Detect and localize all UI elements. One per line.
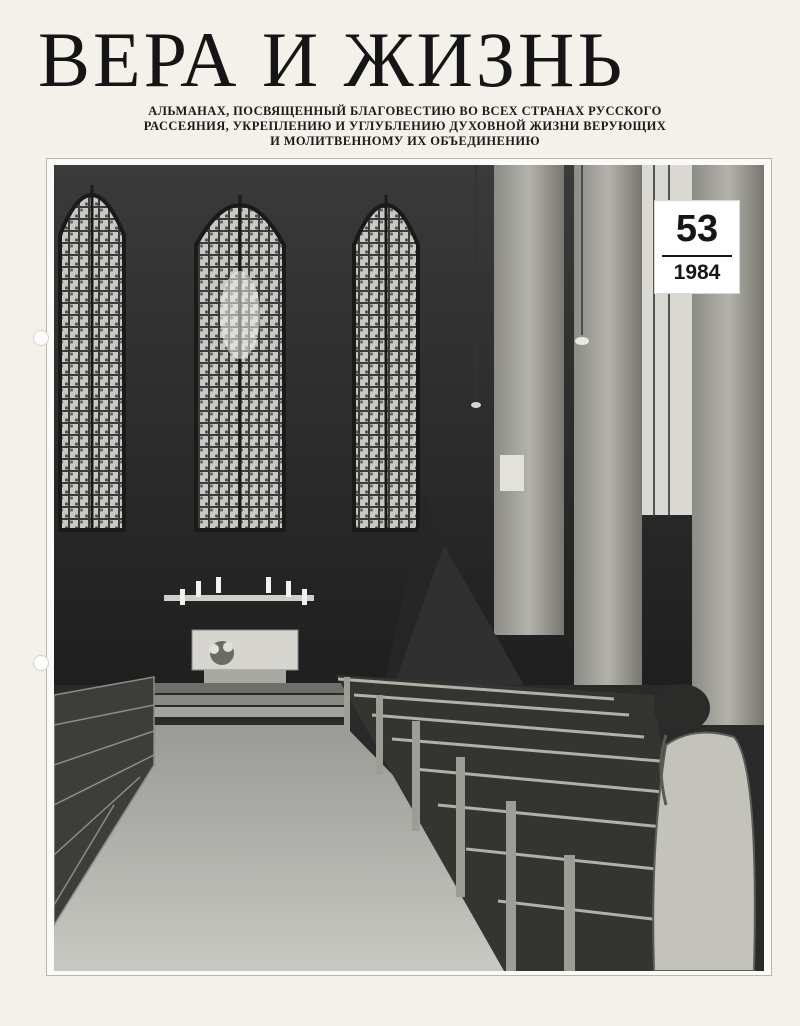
issue-year: 1984	[673, 261, 721, 284]
punch-hole	[33, 655, 49, 671]
subtitle-line: РАССЕЯНИЯ, УКРЕПЛЕНИЮ И УГЛУБЛЕНИЮ ДУХОВНОЙ ЖИЗНИ ВЕРУЮЩИХ	[143, 119, 667, 133]
stained-glass-window-center	[196, 195, 284, 530]
issue-number: 53	[675, 208, 719, 250]
subtitle-line: АЛЬМАНАХ, ПОСВЯЩЕННЫЙ БЛАГОВЕСТИЮ ВО ВСЕХ СТРАНАХ РУССКОГО	[148, 104, 662, 118]
magazine-title: ВЕРА И ЖИЗНЬ	[38, 16, 626, 103]
stained-glass-window-right	[354, 195, 418, 530]
magazine-subtitle	[60, 104, 750, 149]
stained-glass-window-left	[60, 185, 124, 530]
praying-person	[653, 684, 755, 971]
punch-hole	[33, 330, 49, 346]
issue-badge	[654, 200, 740, 294]
subtitle-line: И МОЛИТВЕННОМУ ИХ ОБЪЕДИНЕНИЮ	[270, 134, 540, 148]
